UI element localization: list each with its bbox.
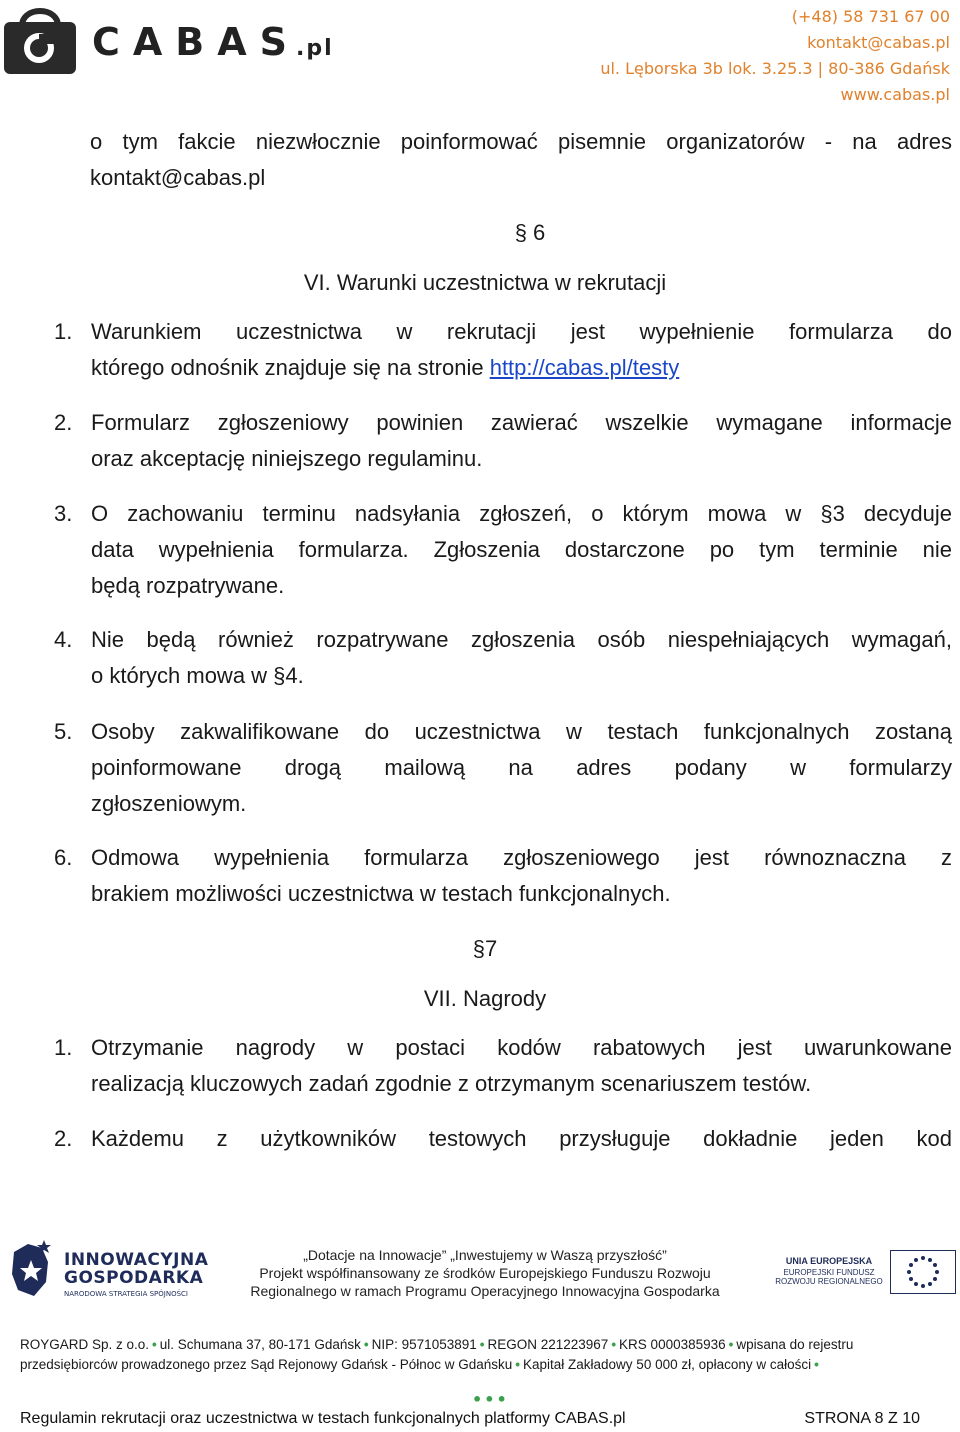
item-line: data wypełnienia formularza. Zgłoszenia dostarczone po tym terminie nie [91,537,952,562]
contact-website[interactable]: www.cabas.pl [840,85,950,104]
reg-part: przedsiębiorców prowadzonego przez Sąd Rejonowy Gdańsk - Północ w Gdańsku [20,1357,513,1372]
item-line: O zachowaniu terminu nadsyłania zgłoszeń, o którym mowa w §3 decyduje [91,501,952,526]
document-title: Regulamin rekrutacji oraz uczestnictwa w testach funkcjonalnych platformy CABAS.pl [20,1410,626,1427]
funding-line-2: Projekt współfinansowany ze środków Europejskiego Funduszu Rozwoju [259,1265,711,1281]
innowacyjna-gospodarka-logo [8,1238,208,1304]
bullet-icon: • [515,1357,520,1372]
item-line: Osoby zakwalifikowane do uczestnictwa w testach funkcjonalnych zostaną [91,719,952,744]
item-line [91,350,952,386]
separator-dots: ••• [472,1390,509,1409]
item-number: 4. [54,627,73,652]
bullet-icon: • [611,1337,617,1352]
item-number: 6. [54,845,73,870]
eu-line-1: UNIA EUROPEJSKA [785,1256,873,1266]
intro-line-1: o tym fakcie niezwłocznie poinformować pisemnie organizatorów - na adres [90,129,952,154]
item-line: Nie będą również rozpatrywane zgłoszenia osób niespełniających wymagań, [91,627,952,652]
reg-part: wpisana do rejestru [736,1337,854,1352]
item-line: o których mowa w §4. [91,663,304,688]
item-number: 3. [54,501,73,526]
cabas-logo [0,0,360,80]
reg-part: NIP: 9571053891 [371,1337,477,1352]
shopping-bag-logo-icon [0,0,80,78]
eu-line-2: EUROPEJSKI FUNDUSZ [783,1268,875,1277]
item-number: 2. [54,410,73,435]
item-line: Odmowa wypełnienia formularza zgłoszeniowego jest równoznaczna z [91,845,952,870]
company-registration-line-2 [20,1357,960,1372]
funding-line-3: Regionalnego w ramach Programu Operacyjnego Innowacyjna Gospodarka [250,1283,720,1299]
eu-logo [770,1248,960,1298]
item-line: Warunkiem uczestnictwa w rekrutacji jest wypełnienie formularza do [91,319,952,344]
funding-statement [225,1246,745,1300]
reg-part: Kapitał Zakładowy 50 000 zł, opłacony w całości [523,1357,812,1372]
contact-block [600,4,950,108]
item-line: brakiem możliwości uczestnictwa w testach funkcjonalnych. [91,881,671,906]
ig-line-3: NARODOWA STRATEGIA SPÓJNOŚCI [64,1290,188,1298]
contact-address: ul. Lęborska 3b lok. 3.25.3 | 80-386 Gdańsk [600,59,950,78]
eu-flag-icon [890,1250,956,1294]
item-line: Otrzymanie nagrody w postaci kodów rabatowych jest uwarunkowane [91,1035,952,1060]
logo-wordmark: CABAS [92,20,301,64]
contact-email[interactable]: kontakt@cabas.pl [807,33,950,52]
item-number: 5. [54,719,73,744]
item-line: Formularz zgłoszeniowy powinien zawierać wszelkie wymagane informacje [91,410,952,435]
page-number: STRONA 8 Z 10 [804,1410,920,1427]
bullet-icon: • [152,1337,157,1352]
bullet-icon: • [814,1357,819,1372]
item-number: 1. [54,1035,73,1060]
section-7-title: VII. Nagrody [423,986,547,1011]
funding-line-1: „Dotacje na Innowacje” „Inwestujemy w Waszą przyszłość” [303,1247,667,1263]
company-registration-line-1 [20,1337,960,1352]
testy-link[interactable]: http://cabas.pl/testy [489,355,680,380]
item-text: którego odnośnik znajduje się na stronie [91,355,490,380]
item-line: poinformowane drogą mailową na adres podany w formularzy [91,755,952,780]
item-number: 1. [54,319,73,344]
reg-part: REGON 221223967 [487,1337,609,1352]
poland-map-star-icon [8,1238,54,1302]
section-7-number: §7 [472,936,498,961]
reg-part: ul. Schumana 37, 80-171 Gdańsk [159,1337,361,1352]
item-line: zgłoszeniowym. [91,791,247,816]
logo-tld: .pl [296,36,334,61]
reg-part: ROYGARD Sp. z o.o. [20,1337,150,1352]
section-6-number: § 6 [514,220,546,245]
bullet-icon: • [363,1337,369,1352]
eu-line-3: ROZWOJU REGIONALNEGO [775,1277,883,1286]
item-number: 2. [54,1126,73,1151]
ig-line-1: INNOWACYJNA [64,1250,209,1270]
bullet-icon: • [728,1337,734,1352]
eu-fund-text [770,1268,888,1286]
item-line: oraz akceptację niniejszego regulaminu. [91,446,483,471]
item-line: Każdemu z użytkowników testowych przysługuje dokładnie jeden kod [91,1126,952,1151]
ig-line-2: GOSPODARKA [64,1268,204,1288]
intro-line-2: kontakt@cabas.pl [90,165,266,190]
contact-phone: (+48) 58 731 67 00 [791,7,950,26]
funding-logos [0,1236,960,1306]
bullet-icon: • [479,1337,485,1352]
item-line: będą rozpatrywane. [91,573,285,598]
section-6-title: VI. Warunki uczestnictwa w rekrutacji [303,270,667,295]
item-line: realizacją kluczowych zadań zgodnie z otrzymanym scenariuszem testów. [91,1071,812,1096]
reg-part: KRS 0000385936 [619,1337,726,1352]
